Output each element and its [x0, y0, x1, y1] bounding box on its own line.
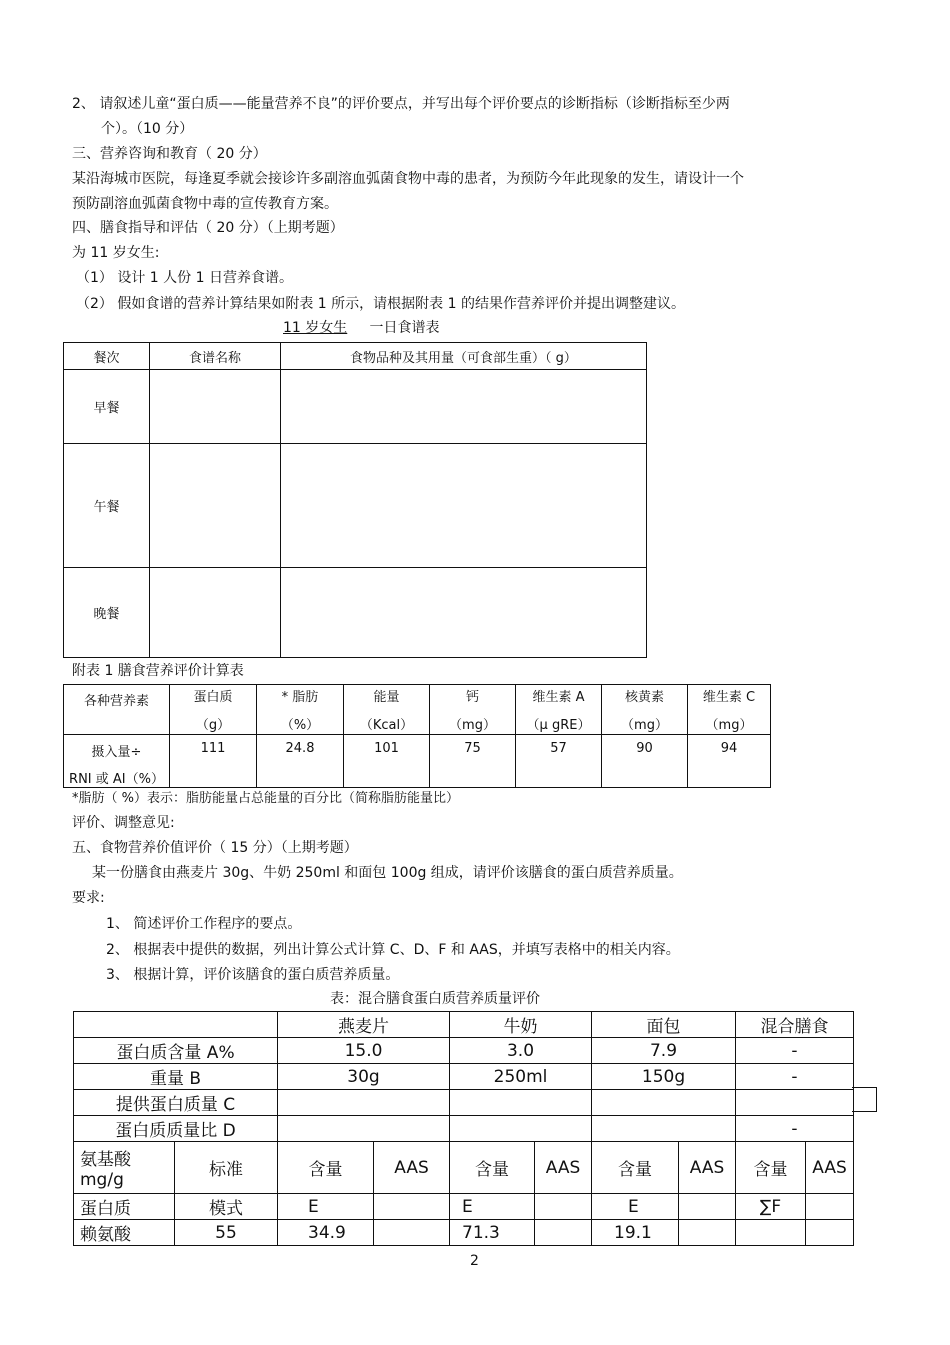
nutrient-header-cell: [344, 685, 430, 735]
content-header-milk: 含量: [450, 1142, 535, 1194]
lysine-aas-milk[interactable]: [535, 1220, 592, 1246]
amino-acid-label: [74, 1142, 175, 1194]
menu-title-subject: 11 岁女生: [283, 320, 348, 336]
row-label-weight: 重量 B: [74, 1064, 278, 1090]
appendix-title: 附表 1 膳食营养评价计算表: [72, 663, 244, 679]
nutrient-unit: （mg）: [705, 718, 753, 733]
protein-content-milk: 3.0: [450, 1038, 592, 1064]
lysine-standard: 55: [175, 1220, 278, 1246]
protein-ratio-mixed: -: [736, 1116, 854, 1142]
cell-empty: [535, 1194, 592, 1220]
menu-header-foods: 食物品种及其用量（可食部生重）（ g）: [281, 343, 647, 370]
meal-lunch: 午餐: [64, 444, 150, 568]
e-label-milk: E: [450, 1194, 535, 1220]
nutrient-name: 蛋白质: [193, 690, 233, 705]
row-label-protein-content: 蛋白质含量 A%: [74, 1038, 278, 1064]
section-5-text: 某一份膳食由燕麦片 30g、牛奶 250ml 和面包 100g 组成，请评价该膳食的蛋白质营养质量。: [92, 865, 683, 881]
e-label-oat: E: [278, 1194, 374, 1220]
nutrient-unit: （mg）: [621, 718, 668, 733]
food-mixed-header: 混合膳食: [736, 1012, 854, 1038]
nutrient-unit: （Kcal）: [359, 718, 414, 733]
nutrient-header-cell: [602, 685, 688, 735]
cell-empty[interactable]: [281, 370, 647, 444]
lysine-aas-bread[interactable]: [679, 1220, 736, 1246]
protein-ratio-oat[interactable]: [278, 1116, 450, 1142]
aa-label-line2: mg/g: [80, 1170, 124, 1190]
aas-header-mixed: AAS: [806, 1142, 854, 1194]
intake-value-calcium: 75: [430, 735, 516, 788]
weight-mixed: -: [736, 1064, 854, 1090]
content-header-bread: 含量: [592, 1142, 679, 1194]
section-4-item-2: （2） 假如食谱的营养计算结果如附表 1 所示，请根据附表 1 的结果作营养评价并提出调整建议。: [76, 296, 685, 312]
weight-oat: 30g: [278, 1064, 450, 1090]
nutrient-header-cell: [170, 685, 257, 735]
nutrient-unit: （μ gRE）: [526, 718, 591, 733]
lysine-milk: 71.3: [450, 1220, 535, 1246]
nutrient-unit: （%）: [280, 718, 320, 733]
table-corner: [74, 1012, 278, 1038]
menu-header-meal: 餐次: [64, 343, 150, 370]
aas-header-bread: AAS: [679, 1142, 736, 1194]
nutrient-header-cell: [688, 685, 771, 735]
protein-content-oat: 15.0: [278, 1038, 450, 1064]
protein-table-title: 表：混合膳食蛋白质营养质量评价: [330, 991, 540, 1007]
intake-value-fat: 24.8: [257, 735, 344, 788]
nutrient-unit: （mg）: [449, 718, 496, 733]
menu-table: [63, 342, 647, 658]
nutrient-name: 核黄素: [624, 690, 664, 705]
row-label-protein-supplied: 提供蛋白质量 C: [74, 1090, 278, 1116]
cell-empty: [679, 1194, 736, 1220]
intake-label-line1: 摄入量÷: [91, 745, 142, 760]
cell-empty[interactable]: [150, 370, 281, 444]
food-bread-header: 面包: [592, 1012, 736, 1038]
intake-value-protein: 111: [170, 735, 257, 788]
menu-header-recipe: 食谱名称: [150, 343, 281, 370]
nutrient-header-cell: [257, 685, 344, 735]
aa-label-line1: 氨基酸: [80, 1150, 131, 1170]
protein-supplied-oat[interactable]: [278, 1090, 450, 1116]
nutrient-name: 钙: [465, 690, 479, 705]
protein-supplied-milk[interactable]: [450, 1090, 592, 1116]
nutrient-table: [63, 684, 771, 788]
lysine-bread: 19.1: [592, 1220, 679, 1246]
cell-empty[interactable]: [281, 568, 647, 658]
cell-empty[interactable]: [150, 568, 281, 658]
protein-content-bread: 7.9: [592, 1038, 736, 1064]
requirements-label: 要求:: [72, 890, 105, 906]
content-header-mixed: 含量: [736, 1142, 806, 1194]
cell-empty: [806, 1194, 854, 1220]
e-label-bread: E: [592, 1194, 679, 1220]
protein-supplied-bread[interactable]: [592, 1090, 736, 1116]
cell-empty[interactable]: [150, 444, 281, 568]
nutrient-name: 维生素 A: [532, 690, 585, 705]
intake-value-vitamin-a: 57: [516, 735, 602, 788]
section-4-target: 为 11 岁女生:: [72, 245, 160, 261]
nutrient-name: * 脂肪: [281, 690, 319, 705]
nutrient-header-cell: [516, 685, 602, 735]
lysine-label: 赖氨酸: [74, 1220, 175, 1246]
content-header-oat: 含量: [278, 1142, 374, 1194]
protein-content-mixed: -: [736, 1038, 854, 1064]
menu-table-title: [283, 319, 440, 337]
std-header: 标准: [175, 1142, 278, 1194]
aas-header-milk: AAS: [535, 1142, 592, 1194]
aas-header-oat: AAS: [374, 1142, 450, 1194]
requirement-2: 2、 根据表中提供的数据，列出计算公式计算 C、D、F 和 AAS，并填写表格中的相关内容。: [106, 942, 680, 958]
section-4-item-1: （1） 设计 1 人份 1 日营养食谱。: [76, 270, 293, 286]
meal-breakfast: 早餐: [64, 370, 150, 444]
nutrient-header-name: 各种营养素: [83, 694, 149, 709]
lysine-aas-oat[interactable]: [374, 1220, 450, 1246]
section-3-text-line2: 预防副溶血弧菌食物中毒的宣传教育方案。: [72, 196, 338, 212]
lysine-mixed[interactable]: [736, 1220, 806, 1246]
nutrient-name: 维生素 C: [702, 690, 756, 705]
weight-bread: 150g: [592, 1064, 736, 1090]
lysine-oat: 34.9: [278, 1220, 374, 1246]
row-extension: [852, 1087, 877, 1112]
question-2-line2: 个）。（10 分）: [101, 121, 194, 137]
lysine-aas-mixed[interactable]: [806, 1220, 854, 1246]
intake-label-line2: RNI 或 AI（%）: [69, 772, 164, 787]
food-milk-header: 牛奶: [450, 1012, 592, 1038]
section-3-text-line1: 某沿海城市医院，每逢夏季就会接诊许多副溶血弧菌食物中毒的患者，为预防今年此现象的发生，请设计一个: [72, 171, 744, 187]
comment-label: 评价、调整意见:: [72, 815, 175, 831]
food-oat-header: 燕麦片: [278, 1012, 450, 1038]
intake-value-vitamin-c: 94: [688, 735, 771, 788]
nutrient-name: 能量: [373, 690, 400, 705]
cell-empty[interactable]: [281, 444, 647, 568]
protein-ratio-bread[interactable]: [592, 1116, 736, 1142]
protein-supplied-mixed[interactable]: [736, 1090, 854, 1116]
section-3-heading: 三、营养咨询和教育（ 20 分）: [72, 146, 267, 162]
requirement-1: 1、 简述评价工作程序的要点。: [106, 916, 302, 932]
protein-ratio-milk[interactable]: [450, 1116, 592, 1142]
nutrient-header-cell: [64, 685, 170, 735]
weight-milk: 250ml: [450, 1064, 592, 1090]
meal-dinner: 晚餐: [64, 568, 150, 658]
sum-f-label: ∑F: [736, 1194, 806, 1220]
intake-value-energy: 101: [344, 735, 430, 788]
menu-title-name: 一日食谱表: [369, 320, 440, 336]
section-5-heading: 五、食物营养价值评价（ 15 分）（上期考题）: [72, 840, 358, 856]
intake-value-riboflavin: 90: [602, 735, 688, 788]
row-label-protein-ratio: 蛋白质质量比 D: [74, 1116, 278, 1142]
requirement-3: 3、 根据计算，评价该膳食的蛋白质营养质量。: [106, 967, 400, 983]
protein-label: 蛋白质: [74, 1194, 175, 1220]
nutrient-unit: （g）: [195, 718, 231, 733]
page-number: 2: [470, 1253, 479, 1269]
fat-footnote: *脂肪（ %）表示：脂肪能量占总能量的百分比（简称脂肪能量比）: [72, 791, 459, 806]
section-4-heading: 四、膳食指导和评估（ 20 分）（上期考题）: [72, 220, 344, 236]
protein-quality-table: [73, 1011, 854, 1246]
question-2-line1: 2、 请叙述儿童“蛋白质——能量营养不良”的评价要点，并写出每个评价要点的诊断指标（诊断指标至少两: [72, 96, 730, 112]
cell-empty: [374, 1194, 450, 1220]
intake-row-label: [64, 735, 170, 788]
std-header-mode: 模式: [175, 1194, 278, 1220]
nutrient-header-cell: [430, 685, 516, 735]
